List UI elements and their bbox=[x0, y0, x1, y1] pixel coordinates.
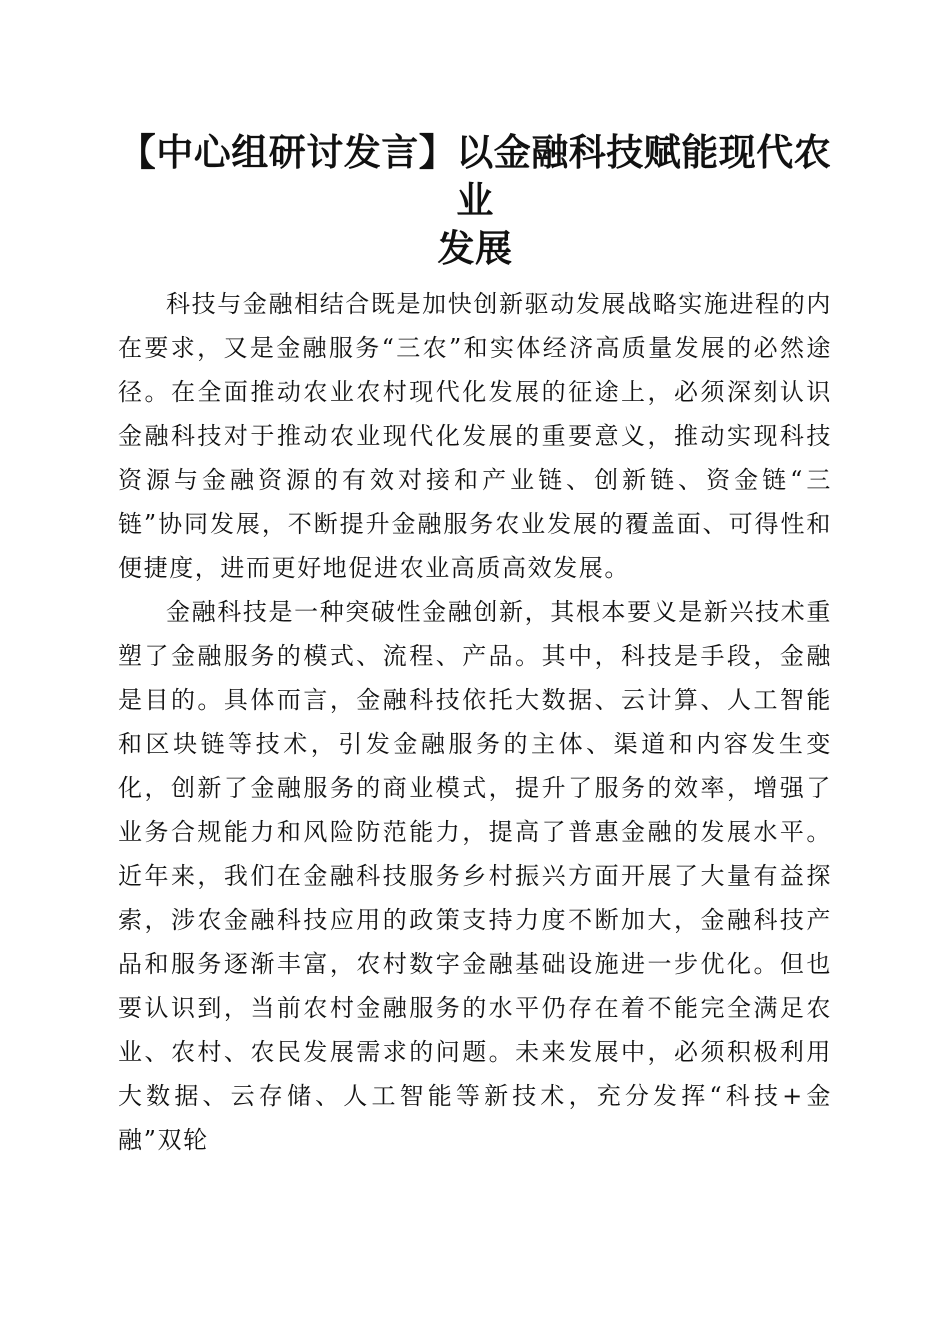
paragraph-1: 科技与金融相结合既是加快创新驱动发展战略实施进程的内在要求，又是金融服务“三农”和实体经济高质量发展的必然途径。在全面推动农业农村现代化发展的征途上，必须深刻认识金融科技对于推动农业现代化发展的重要意义，推动实现科技资源与金融资源的有效对接和产业链、创新链、资金链“三链”协同发展，不断提升金融服务农业发展的覆盖面、可得性和便捷度，进而更好地促进农业高质高效发展。 bbox=[118, 290, 832, 582]
document-title bbox=[110, 128, 840, 272]
document-body bbox=[118, 282, 832, 1162]
document-title-line-1: 【中心组研讨发言】以金融科技赋能现代农业 bbox=[118, 130, 832, 222]
document-title-line-2: 发展 bbox=[437, 226, 513, 270]
paragraph-2: 金融科技是一种突破性金融创新，其根本要义是新兴技术重塑了金融服务的模式、流程、产品。其中，科技是手段，金融是目的。具体而言，金融科技依托大数据、云计算、人工智能和区块链等技术，引发金融服务的主体、渠道和内容发生变化，创新了金融服务的商业模式，提升了服务的效率，增强了业务合规能力和风险防范能力，提高了普惠金融的发展水平。近年来，我们在金融科技服务乡村振兴方面开展了大量有益探索，涉农金融科技应用的政策支持力度不断加大，金融科技产品和服务逐渐丰富，农村数字金融基础设施进一步优化。但也要认识到，当前农村金融服务的水平仍存在着不能完全满足农业、农村、农民发展需求的问题。未来发展中，必须积极利用大数据、云存储、人工智能等新技术，充分发挥“科技+金融”双轮 bbox=[118, 598, 832, 1154]
